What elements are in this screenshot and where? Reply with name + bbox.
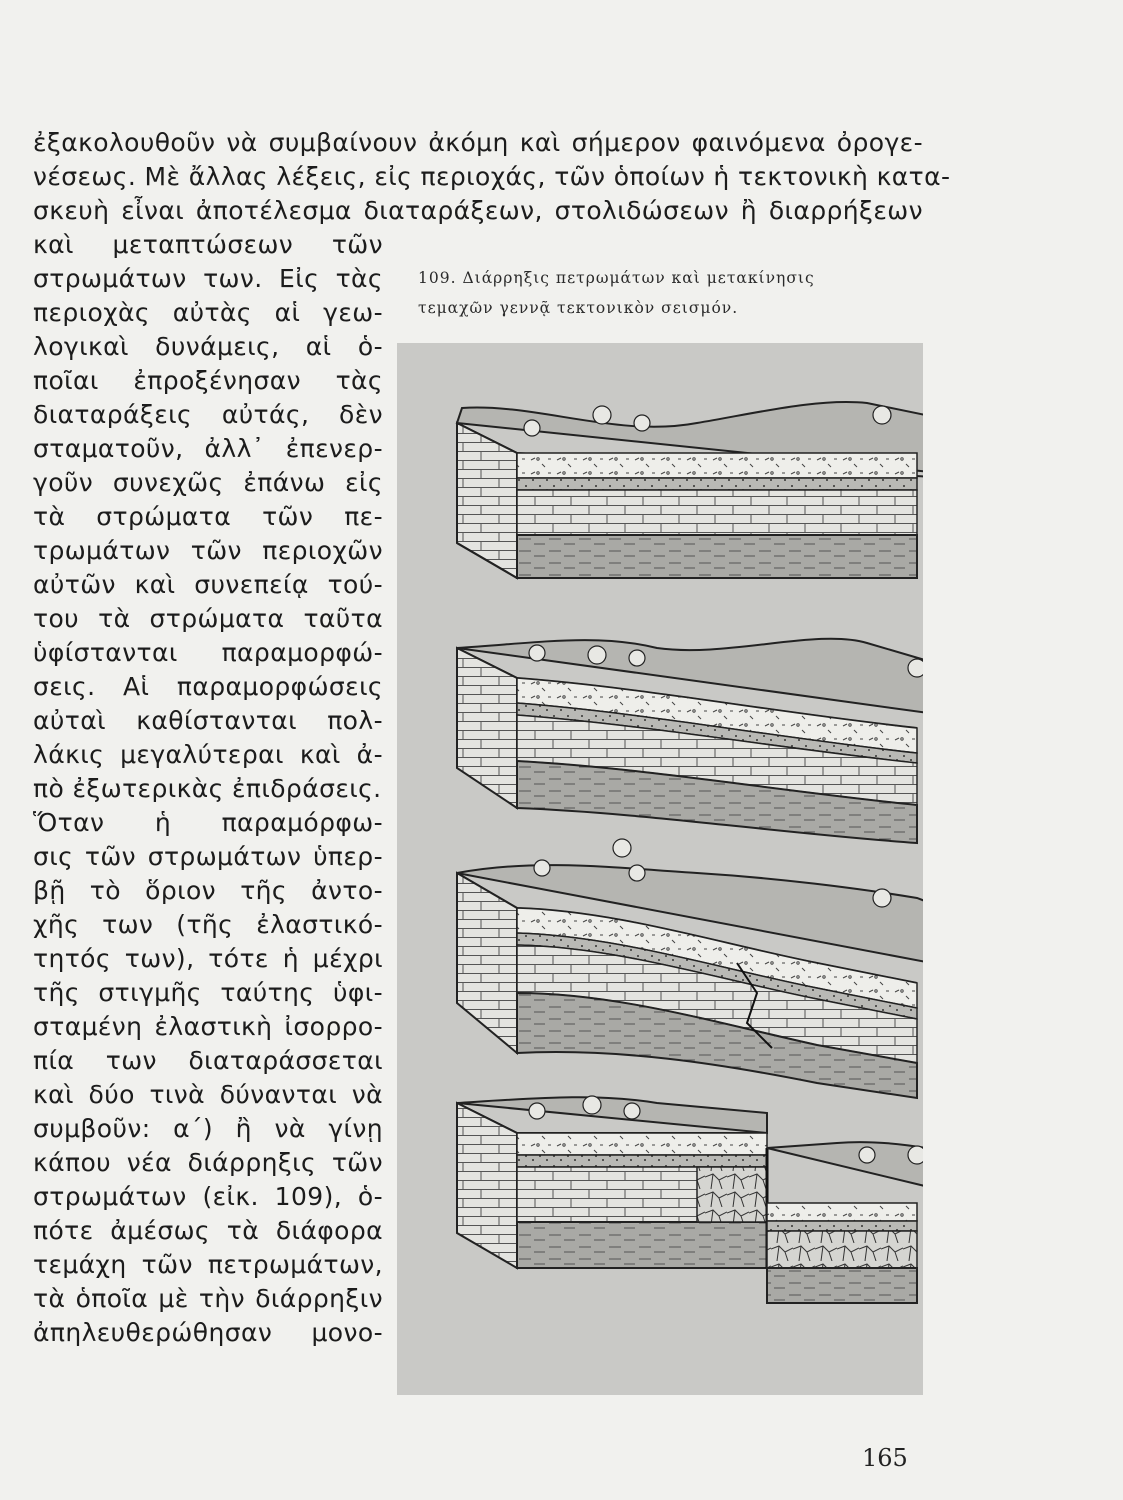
body-line: βῇ τὸ ὅριον τῆς ἀντο- bbox=[33, 876, 383, 905]
body-line: ἀπηλευθερώθησαν μονο- bbox=[33, 1318, 383, 1347]
body-line: Ὅταν ἡ παραμόρφω- bbox=[33, 808, 383, 837]
body-line: τὰ στρώματα τῶν πε- bbox=[33, 502, 383, 531]
body-line: σκευὴ εἶναι ἀποτέλεσμα διαταράξεων, στολιδώσεων ἢ διαρρήξεων bbox=[33, 196, 923, 225]
body-line: συμβοῦν: α΄) ἢ νὰ γίνῃ bbox=[33, 1114, 383, 1143]
body-line: του τὰ στρώματα ταῦτα bbox=[33, 604, 383, 633]
block-faulted bbox=[457, 1096, 923, 1303]
body-line: αὐτῶν καὶ συνεπείᾳ τού- bbox=[33, 570, 383, 599]
body-line: σταματοῦν, ἀλλ᾽ ἐπενερ- bbox=[33, 434, 383, 463]
body-line: πία των διαταράσσεται bbox=[33, 1046, 383, 1075]
block-diagram-illustration bbox=[397, 343, 923, 1395]
body-line: πὸ ἐξωτερικὰς ἐπιδράσεις. bbox=[33, 774, 382, 803]
body-line: ὑφίστανται παραμορφώ- bbox=[33, 638, 383, 667]
body-line: στρωμάτων των. Εἰς τὰς bbox=[33, 264, 383, 293]
figure-caption-line: 109. Διάρρηξις πετρωμάτων καὶ μετακίνησις bbox=[418, 269, 815, 287]
body-line: διαταράξεις αὐτάς, δὲν bbox=[33, 400, 383, 429]
body-line: καὶ δύο τινὰ δύνανται νὰ bbox=[33, 1080, 383, 1109]
body-line: τρωμάτων τῶν περιοχῶν bbox=[33, 536, 383, 565]
body-line: κάπου νέα διάρρηξις τῶν bbox=[33, 1148, 383, 1177]
body-line: χῆς των (τῆς ἐλαστικό- bbox=[33, 910, 383, 939]
body-line: τῆς στιγμῆς ταύτης ὑφι- bbox=[33, 978, 383, 1007]
geology-figure bbox=[397, 343, 923, 1395]
body-line: λογικαὶ δυνάμεις, αἱ ὁ- bbox=[33, 332, 383, 361]
block-intact bbox=[457, 402, 923, 578]
body-line: στρωμάτων (εἰκ. 109), ὁ- bbox=[33, 1182, 383, 1211]
body-line: ποῖαι ἐπροξένησαν τὰς bbox=[33, 366, 383, 395]
body-line: τεμάχη τῶν πετρωμάτων, bbox=[33, 1250, 383, 1279]
body-line: λάκις μεγαλύτεραι καὶ ἀ- bbox=[33, 740, 383, 769]
figure-caption-line: τεμαχῶν γεννᾷ τεκτονικὸν σεισμόν. bbox=[418, 299, 739, 317]
body-line: τητός των), τότε ἡ μέχρι bbox=[33, 944, 383, 973]
body-line: ἐξακολουθοῦν νὰ συμβαίνουν ἀκόμη καὶ σήμερον φαινόμενα ὀρογε- bbox=[33, 128, 923, 157]
body-line: σις τῶν στρωμάτων ὑπερ- bbox=[33, 842, 383, 871]
body-line: σεις. Αἱ παραμορφώσεις bbox=[33, 672, 383, 701]
block-bending bbox=[457, 639, 923, 843]
body-line: γοῦν συνεχῶς ἐπάνω εἰς bbox=[33, 468, 383, 497]
body-line: αὐταὶ καθίστανται πολ- bbox=[33, 706, 383, 735]
body-line: περιοχὰς αὐτὰς αἱ γεω- bbox=[33, 298, 383, 327]
body-line: νέσεως. Μὲ ἄλλας λέξεις, εἰς περιοχάς, τῶν ὁποίων ἡ τεκτονικὴ κατα- bbox=[33, 162, 951, 191]
body-line: καὶ μεταπτώσεων τῶν bbox=[33, 230, 383, 259]
body-line: σταμένη ἐλαστικὴ ἰσορρο- bbox=[33, 1012, 383, 1041]
page-number: 165 bbox=[862, 1444, 908, 1472]
body-line: τὰ ὁποῖα μὲ τὴν διάρρηξιν bbox=[33, 1284, 383, 1313]
body-line: πότε ἀμέσως τὰ διάφορα bbox=[33, 1216, 383, 1245]
block-cracking bbox=[457, 839, 923, 1098]
